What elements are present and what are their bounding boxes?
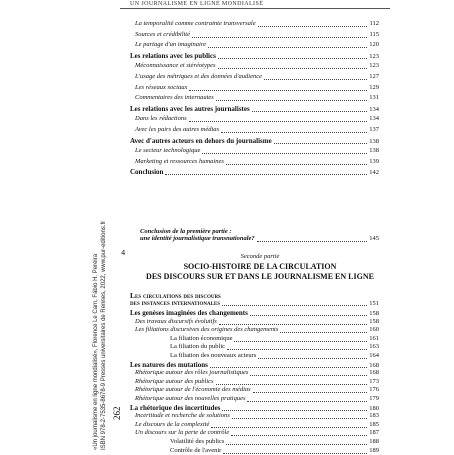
page-folio: 262 <box>112 406 122 420</box>
toc-entry <box>130 309 379 317</box>
leader-dots <box>253 387 367 393</box>
toc-entry-label: Les genèses imaginées des changements <box>130 309 248 317</box>
toc-entry <box>135 421 379 429</box>
leader-dots <box>247 396 367 402</box>
leader-dots <box>257 236 367 242</box>
page-number: 137 <box>369 126 379 133</box>
toc-entry-label: Avec d'autres acteurs en dehors du journalisme <box>130 136 272 145</box>
toc-entry <box>170 438 379 446</box>
chapter-row <box>130 299 379 307</box>
page-number: 142 <box>369 169 379 177</box>
toc-entry <box>135 386 379 394</box>
page-number: 138 <box>369 147 379 155</box>
toc-entry-label: La rhétorique des incertitudes <box>130 403 221 412</box>
toc-entry-label: Volatilité des publics <box>170 438 225 445</box>
leader-dots <box>222 405 367 411</box>
part-one-conclusion-line2: une identité journalistique transnationale? <box>140 235 255 242</box>
leader-dots <box>202 148 367 154</box>
toc-entry <box>135 326 379 334</box>
page-number: 134 <box>369 115 379 123</box>
toc-entry <box>130 404 379 412</box>
toc-entry <box>135 73 379 81</box>
page-number: 138 <box>369 137 379 145</box>
page-number: 163 <box>369 343 379 351</box>
leader-dots <box>208 42 367 48</box>
toc-entry-label: Conclusion <box>130 168 164 177</box>
page-number: 112 <box>369 20 379 27</box>
toc-entry-label: L'usage des métriques et des données d'audience <box>135 73 262 80</box>
toc-entry-label: Rhétorique autour des nouvelles pratiques <box>135 395 246 402</box>
toc-entry <box>135 318 379 326</box>
leader-dots <box>232 413 367 419</box>
toc-entry <box>135 395 379 403</box>
toc-entry-label: Le secteur technologique <box>135 147 201 155</box>
toc-entry <box>135 62 379 70</box>
toc-entry <box>135 31 379 39</box>
page-number: 168 <box>369 369 379 377</box>
toc-entry <box>170 343 379 351</box>
page-number: 139 <box>369 157 379 165</box>
toc-entry-label: La filiation du public <box>170 343 226 351</box>
side-credit-line2: ISBN 978-2-7535-8678-9 Presses universitaires de Rennes, 2022, www.pur-editions.fr <box>101 220 107 450</box>
toc-entry-label: Les réseaux sociaux <box>135 83 188 91</box>
leader-dots <box>274 138 367 144</box>
page-number: 185 <box>369 420 379 428</box>
page-number: 115 <box>369 30 379 38</box>
leader-dots <box>250 370 367 376</box>
toc-entry-label: Contrôle de l'avenir <box>170 446 222 454</box>
leader-dots <box>216 379 367 385</box>
leader-dots <box>189 116 367 122</box>
toc-entry <box>135 94 379 102</box>
leader-dots <box>226 159 367 165</box>
page-number: 131 <box>369 94 379 102</box>
page-number: 158 <box>369 317 379 325</box>
page-number: 189 <box>369 446 379 454</box>
toc-entry-label: Dans les rédactions <box>135 115 187 123</box>
leader-dots <box>189 85 367 91</box>
toc-entry <box>135 429 379 437</box>
chapter-title-line2: des instances internationales <box>130 299 221 307</box>
toc-entry <box>130 168 379 176</box>
part-two-title-line2: DES DISCOURS SUR ET DANS LE JOURNALISME EN LIGNE <box>146 272 374 281</box>
side-credit-line1: «Un journalisme en ligne mondialisé», Florence Le Cam, Fábio H. Pereira <box>93 253 99 450</box>
toc-entry <box>130 361 379 369</box>
page-number: 123 <box>369 62 379 70</box>
toc-entry-label: Le discours de la complexité <box>135 420 210 428</box>
toc-entry <box>135 41 379 49</box>
page-number: 151 <box>369 300 379 307</box>
toc-entry-label: Marketing et ressources humaines <box>135 157 224 165</box>
toc-entry <box>130 52 379 60</box>
toc-entry-label: Avec les pairs des autres médias <box>135 126 220 133</box>
page-number: 168 <box>369 361 379 369</box>
leader-dots <box>218 63 367 69</box>
toc-entry <box>135 147 379 155</box>
part-one-conclusion-row <box>140 235 379 243</box>
leader-dots <box>264 74 367 80</box>
toc-entry <box>135 158 379 166</box>
toc-entry-label: Les relations avec les publics <box>130 51 216 60</box>
leader-dots <box>192 32 367 38</box>
leader-dots <box>218 53 367 59</box>
toc-entry <box>135 412 379 420</box>
page-number: 180 <box>369 404 379 412</box>
page-number: 176 <box>369 386 379 394</box>
toc-entry-label: Le partage d'un imaginaire <box>135 41 207 49</box>
toc-entry <box>170 335 379 343</box>
toc-entry-label: Des travaux discursifs évolutifs <box>135 317 217 325</box>
toc-entry-label: Commentaires des internautes <box>135 94 214 102</box>
page-number: 120 <box>369 41 379 49</box>
chapter-mark: 4 <box>121 249 126 257</box>
page-number: 161 <box>369 334 379 342</box>
toc-entry-label: Incertitude et recherche de solutions <box>135 412 230 420</box>
leader-dots <box>216 95 367 101</box>
toc-entry <box>135 126 379 134</box>
page-number: 188 <box>369 438 379 445</box>
page-number: 129 <box>369 83 379 91</box>
toc-entry <box>170 352 379 360</box>
page-number: 123 <box>369 52 379 60</box>
leader-dots <box>222 300 367 306</box>
leader-dots <box>258 353 367 359</box>
page-number: 134 <box>369 105 379 113</box>
chapter-title-line1: Les circulations des discours <box>130 291 221 300</box>
toc-entry-label: Un discours sur la perte de contrôle <box>135 429 230 437</box>
toc-entry-label: Rhétorique autour des publics <box>135 377 214 385</box>
leader-dots <box>223 448 367 454</box>
leader-dots <box>231 430 367 436</box>
toc-entry <box>135 115 379 123</box>
leader-dots <box>221 127 367 133</box>
page-number: 183 <box>369 412 379 420</box>
leader-dots <box>226 439 367 445</box>
page-number: 127 <box>369 73 379 80</box>
toc-entry <box>135 369 379 377</box>
toc-entry <box>135 378 379 386</box>
page-number: 179 <box>369 395 379 402</box>
toc-entry-label: La filiation économique <box>170 334 233 342</box>
toc-entry-label: La filiation des nouveaux acteurs <box>170 352 257 359</box>
toc-entry-label: Rhétorique autour des rôles journalistiques <box>135 369 249 377</box>
part-two-label: Seconde partie <box>240 253 280 260</box>
toc-entry-label: Sources et crédibilité <box>135 30 190 38</box>
toc-entry-label: Les natures des mutations <box>130 360 208 369</box>
leader-dots <box>210 362 367 368</box>
page-number: 145 <box>369 235 379 242</box>
toc-entry-label: Les filiations discursives des origines des changements <box>135 326 279 334</box>
page-number: 164 <box>369 352 379 359</box>
leader-dots <box>211 422 367 428</box>
leader-dots <box>250 310 367 316</box>
leader-dots <box>234 336 367 342</box>
leader-dots <box>258 21 367 27</box>
part-two-title-line1: SOCIO-HISTOIRE DE LA CIRCULATION <box>183 262 337 271</box>
page-number: 158 <box>369 310 379 317</box>
leader-dots <box>227 344 367 350</box>
page-number: 187 <box>369 429 379 437</box>
page-number: 160 <box>369 326 379 334</box>
leader-dots <box>280 327 367 333</box>
leader-dots <box>219 319 367 325</box>
toc-entry <box>135 84 379 92</box>
toc-entry <box>135 20 379 28</box>
toc-entry <box>170 447 379 455</box>
leader-dots <box>252 106 367 112</box>
part-one-conclusion-line1: Conclusion de la première partie : <box>140 228 232 235</box>
running-head: UN JOURNALISME EN LIGNE MONDIALISÉ <box>120 0 390 9</box>
toc-entry-label: Méconnaissance et stéréotypes <box>135 62 216 70</box>
toc-entry <box>130 137 379 145</box>
toc-entry-label: Les relations avec les autres journalistes <box>130 104 250 113</box>
toc-entry-label: La temporalité comme contrainte transversale <box>135 20 256 27</box>
toc-entry <box>130 105 379 113</box>
toc-entry-label: Rhétorique autour de l'économie des médias <box>135 386 251 394</box>
leader-dots <box>165 169 367 175</box>
page-number: 173 <box>369 377 379 385</box>
